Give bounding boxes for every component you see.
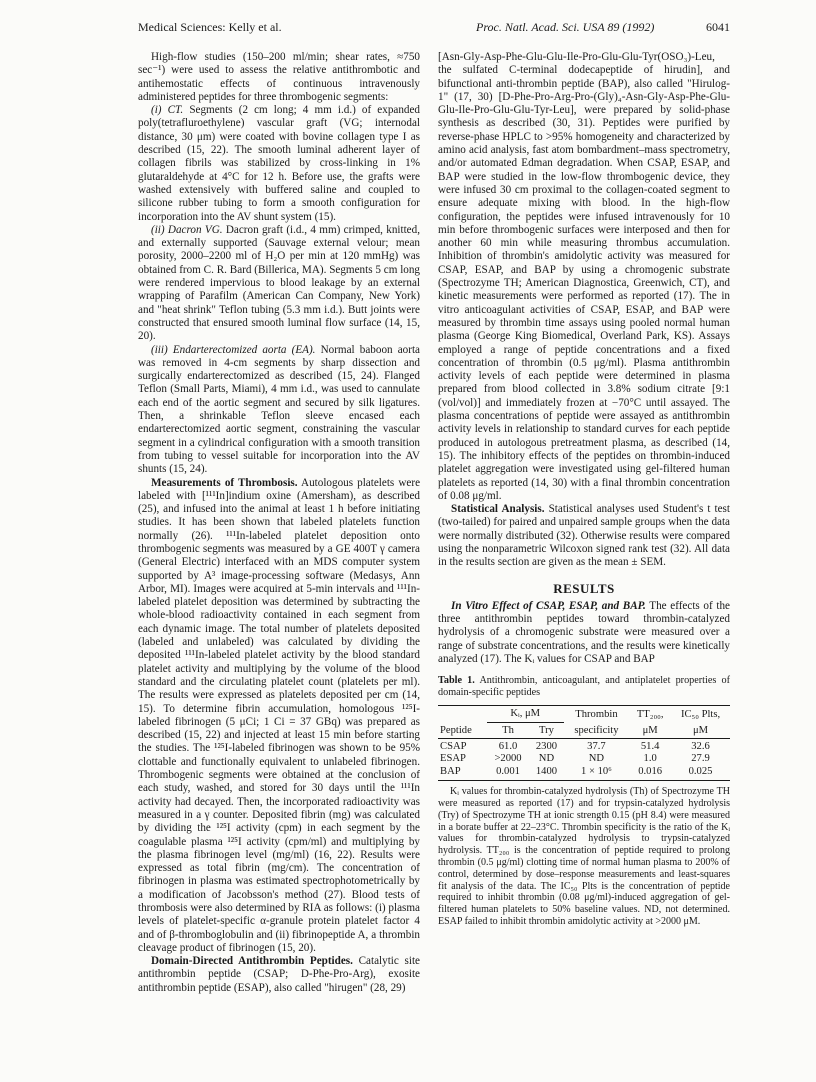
table1-label: Table 1. <box>438 675 475 687</box>
dacron-paragraph <box>138 224 420 344</box>
ea-text: Normal baboon aorta was removed in 4-cm segments by sharp dissection and surgically endarterectomized as described (15, 24). Flanged Teflon (Small Parts, Miami), 4 mm i.d., was used to cannulate each end of the aortic segment and secured by silk ligatures. Then, a shrinkable Teflon sleeve encased each endarterectomized aortic segment, constraining the vascular segment in a cylindrical configuration with a smooth transition from tubing to vessel suitable for incorporation into the AV shunts (15, 24). <box>138 343 420 476</box>
in-vitro-paragraph <box>438 600 730 666</box>
peptides-continued-paragraph: [Asn-Gly-Asp-Phe-Glu-Glu-Ile-Pro-Glu-Glu-Tyr(OSO₃)-Leu, the sulfated C-terminal dodecapeptide of hirudin], and bifunctional anti-thrombin peptide (BAP), also called "Hirulog-1" (17, 30) [D-Phe-Pro-Arg-Pro-(Gly)₄-Asn-Gly-Asp-Phe-Glu-Glu-Ile-Pro-Glu-Glu-Tyr-Leu], were prepared by solid-phase synthesis as described (30, 31). Peptides were purified by reverse-phase HPLC to >95% homogeneity and characterized by amino acid analysis, fast atom bombardment–mass spectrometry, and/or automated Edman degradation. When CSAP, ESAP, and BAP were studied in the low-flow thrombogenic device, they were infused 30 cm proximal to the collagen-coated segment to ensure adequate mixing with blood. In the high-flow configuration, the peptides were infused intravenously for 10 min before thrombogenic surfaces were interposed and then for another 60 min while measuring thrombus accumulation. Inhibition of thrombin's amidolytic activity was measured for CSAP, ESAP, and BAP by using a chromogenic substrate (Spectrozyme TH; American Diagnostica, Greenwich, CT), and kinetic measurements were performed as reported (17). The in vitro anticoagulant activities of CSAP, ESAP, and BAP were measured by thrombin time assays using pooled normal human plasma (George King Biomedical, Overland Park, KS). Assays employed a range of peptide concentrations and a fixed concentration of thrombin (0.5 μg/ml). Plasma antithrombin activity levels of each peptide were determined in plasma prepared from blood collected in 3.8% sodium citrate [9:1 (vol/vol)] and immediately frozen at −70°C until assayed. The plasma concentrations of peptide were assayed as antithrombin activity levels in relationship to standard curves for each peptide produced in autologous pretreatment plasma, as described (14, 15). The inhibitory effects of the peptides on thrombin-induced platelet aggregation were investigated using gel-filtered human platelets as reported (14, 30) with a final thrombin concentration of 0.08 μg/ml. <box>438 51 730 502</box>
cell-try: 1400 <box>529 766 563 781</box>
header-th: Th <box>487 722 530 738</box>
cell-ic: 27.9 <box>691 753 710 765</box>
page-number: 6041 <box>706 20 730 34</box>
high-flow-paragraph: High-flow studies (150–200 ml/min; shear rates, ≈750 sec⁻¹) were used to assess the relative antithrombotic and antihemostatic effects of continuous intravenously administered peptides for three thrombogenic segments: <box>138 51 420 103</box>
cell-ic: 0.025 <box>671 766 730 781</box>
ct-heading: (i) CT. <box>151 104 184 117</box>
in-vitro-text: The effects of the three antithrombin peptides toward thrombin-catalyzed hydrolysis of a chromogenic substrate were measured over a range of substrate concentrations, and the results were kinetically analyzed (17). The Kᵢ values for CSAP and BAP <box>438 599 730 666</box>
domain-peptides-paragraph <box>138 955 420 995</box>
cell-peptide: CSAP <box>440 740 467 752</box>
ct-text: Segments (2 cm long; 4 mm i.d.) of expanded poly(tetrafluroethylene) vascular graft (VG; internodal distance, 30 μm) were coated with bovine collagen type I as described (15, 22). The smooth luminal adherent layer of collagen fibrils was stabilized by cross-linking in 1% glutaraldehyde at 4°C for 12 h. Before use, the grafts were washed extensively with buffered saline and coupled to silicone rubber tubing to form a smooth configuration for incorporation into the AV shunt system (15). <box>138 104 420 223</box>
header-specificity-2: specificity <box>564 722 630 738</box>
table-row <box>438 766 730 781</box>
header-specificity-1: Thrombin <box>564 706 630 722</box>
header-ic-2: μM <box>671 722 730 738</box>
measurements-paragraph <box>138 477 420 956</box>
table-row <box>438 738 730 753</box>
ea-paragraph <box>138 344 420 477</box>
table1-title: Antithrombin, anticoagulant, and antiplatelet properties of domain-specific peptides <box>438 675 730 699</box>
ea-heading: (iii) Endarterectomized aorta (EA). <box>151 343 316 356</box>
journal-citation: Proc. Natl. Acad. Sci. USA 89 (1992) <box>476 20 655 34</box>
statistics-paragraph <box>438 503 730 569</box>
ct-paragraph <box>138 104 420 224</box>
cell-specificity: ND <box>588 753 605 765</box>
table1 <box>438 705 730 781</box>
header-tt-2: μM <box>629 722 671 738</box>
header-ic-1: IC₅₀ Plts, <box>671 706 730 722</box>
results-heading: RESULTS <box>553 580 615 596</box>
table-row <box>438 753 730 765</box>
in-vitro-heading: In Vitro Effect of CSAP, ESAP, and BAP. <box>451 599 646 612</box>
cell-try: ND <box>538 753 555 765</box>
statistics-text: Statistical analyses used Student's t test (two-tailed) for paired and unpaired sample groups when the data were normally distributed (32). Otherwise results were compared using the nonparametric Wilcoxon signed rank test (32). All data in the results section are given as the mean ± SEM. <box>438 503 730 569</box>
left-column <box>138 51 420 995</box>
cell-th: >2000 <box>494 753 522 765</box>
header-try: Try <box>529 722 563 738</box>
cell-specificity: 1 × 10⁶ <box>564 766 630 781</box>
header-ki: Kᵢ, μM <box>487 706 564 722</box>
cell-tt: 0.016 <box>629 766 671 781</box>
header-tt-1: TT₂₀₀, <box>629 706 671 722</box>
cell-tt: 1.0 <box>643 753 657 765</box>
table1-footnote: Kᵢ values for thrombin-catalyzed hydrolysis (Th) of Spectrozyme TH were measured as reported (17) and for trypsin-catalyzed hydrolysis (Try) of Spectrozyme TH at ionic strength 0.15 (pH 8.4) were measured in a borate buffer at 22–23°C. Thrombin specificity is the ratio of the Kᵢ values for thrombin-catalyzed hydrolysis to trypsin-catalyzed hydrolysis. TT₂₀₀ is the concentration of peptide required to prolong thrombin (0.5 μg/ml) clotting time of normal human plasma to 200% of control, determined by dose–response measurements and least-squares fit analysis of the data. The IC₅₀ Plts is the concentration of peptide required to inhibit thrombin (0.08 μg/ml)-induced aggregation of gel-filtered human platelets to 50% baseline values. ND, not determined. ESAP failed to inhibit thrombin amidolytic activity at >2000 μM. <box>438 786 730 927</box>
right-column <box>438 51 730 928</box>
measurements-heading: Measurements of Thrombosis. <box>151 476 298 489</box>
running-header <box>138 20 730 36</box>
measurements-text: Autologous platelets were labeled with [¹¹¹In]indium oxine (Amersham), as described (25), and infused into the animal at least 1 h before initiating studies. It has been shown that labeled platelets function normally (26). ¹¹¹In-labeled platelet deposition onto thrombogenic segments was measured by a GE 400T γ camera (General Electric) interfaced with an MDS computer system supported by A³ image-processing software (Medasys, Ann Arbor, MI). Images were acquired at 5-min intervals and ¹¹¹In-labeled platelet deposition was determined by subtracting the whole-blood radioactivity contained in each segment from each dynamic image. The total number of platelets deposited (labeled and unlabeled) was calculated by dividing the deposited ¹¹¹In-labeled platelet activity by the blood standard platelet activity and multiplying by the volume of the blood standard and the circulating platelet count (platelets per ml). The results were expressed as platelets deposited per cm (14, 15). To determine fibrin accumulation, homologous ¹²⁵I-labeled fibrinogen (5 μCi; 1 Ci = 37 GBq) was prepared as described (15, 22) and injected at least 15 min before starting the studies. The ¹²⁵I-labeled fibrinogen was shown to be 95% clottable and functionally equivalent to unlabeled fibrinogen. Thrombogenic segments were obtained at the conclusion of each study, washed, and stored for 30 days until the ¹¹¹In activity had decayed. Then, the incorporated radioactivity was measured in a γ counter. Deposited fibrin (mg) was calculated by dividing the ¹²⁵I activity (cpm) in each segment by the coagulable plasma ¹²⁵I activity (cpm/ml) and multiplying by the plasma fibrinogen level (mg/ml) (16, 22). Results were expressed as total fibrin (mg/cm). The concentration of fibrinogen in plasma was estimated spectrophotometrically by a modification of Jacobsson's method (27). Blood tests of thrombosis were also determined by RIA as follows: (i) plasma levels of platelet-specific α-granule protein platelet factor 4 and of β-thromboglobulin and (ii) fibrinopeptide A, a thrombin cleavage product of fibrinogen (15, 20). <box>138 476 421 954</box>
cell-peptide: BAP <box>438 766 487 781</box>
dacron-heading: (ii) Dacron VG. <box>151 223 223 236</box>
cell-try: 2300 <box>535 740 558 752</box>
table1-caption <box>438 675 730 699</box>
cell-th: 61.0 <box>498 740 518 752</box>
statistics-heading: Statistical Analysis. <box>451 503 545 516</box>
cell-th: 0.001 <box>487 766 530 781</box>
header-peptide: Peptide <box>438 706 487 739</box>
domain-peptides-heading: Domain-Directed Antithrombin Peptides. <box>151 955 353 968</box>
cell-tt: 51.4 <box>640 740 660 752</box>
cell-ic: 32.6 <box>691 740 710 752</box>
cell-peptide: ESAP <box>440 753 466 765</box>
dacron-text: Dacron graft (i.d., 4 mm) crimped, knitted, and externally supported (Sauvage external velour; mean porosity, 2000–2200 ml of H₂O per min at 120 mmHg) was obtained from C. R. Bard (Billerica, MA). Segments 5 cm long were rendered impervious to blood leakage by an external wrapping of Parafilm (American Can Company, New York) and "heat shrink" Teflon tubing (5.3 mm i.d.). Butt joints were constructed that ensured smooth luminal flow surface (14, 15, 20). <box>138 223 420 343</box>
cell-specificity: 37.7 <box>587 740 606 752</box>
domain-peptides-text: Catalytic site antithrombin peptide (CSAP; D-Phe-Pro-Arg), exosite antithrombin peptide (ESAP), also called "hirugen" (28, 29) <box>138 955 420 994</box>
running-head-section: Medical Sciences: Kelly et al. <box>138 20 282 34</box>
